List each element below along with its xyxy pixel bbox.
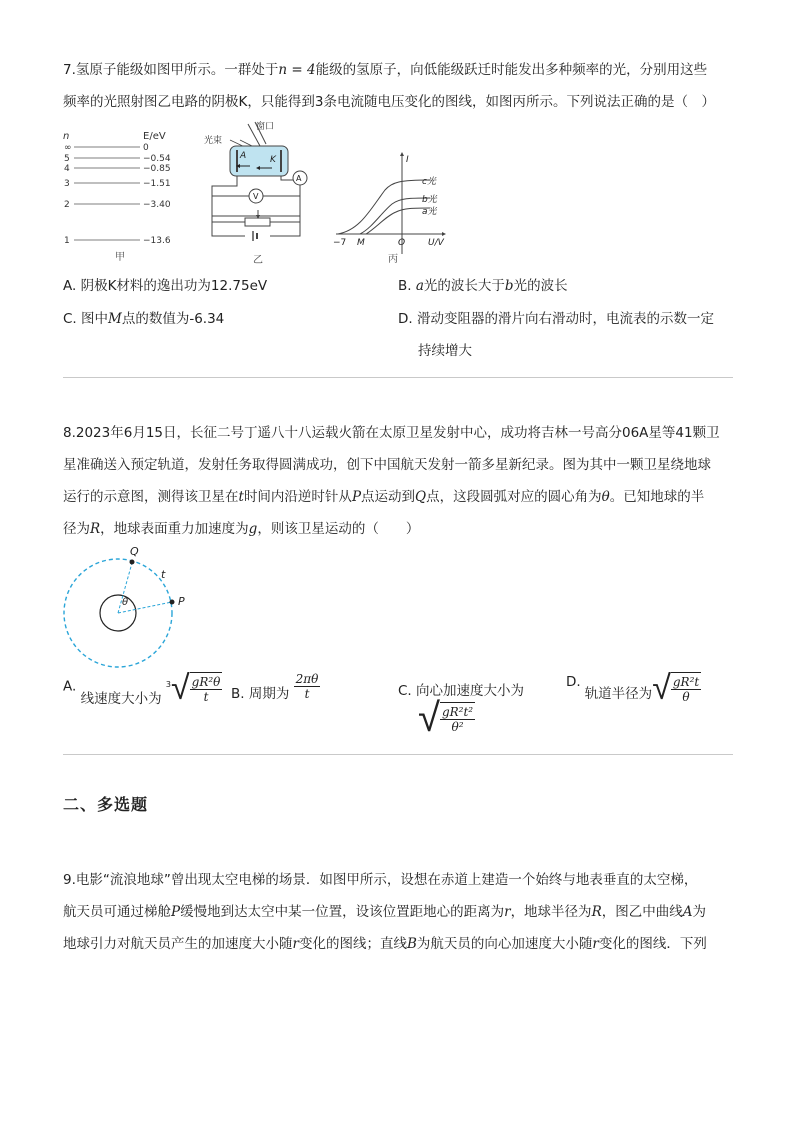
curve-b xyxy=(360,198,430,234)
point-p: P xyxy=(178,595,185,608)
level-n-label: ∞ xyxy=(64,143,72,153)
var-p: P xyxy=(351,489,362,505)
arc-t: t xyxy=(161,568,166,581)
m-point: M xyxy=(108,311,122,327)
q8-stem-line-1: 8.2023年6月15日，长征二号丁遥八十八运载火箭在太原卫星发射中心，成功将吉林一号高分06A星等41颗卫 xyxy=(63,425,720,441)
q7-option-b[interactable] xyxy=(398,274,568,294)
option-text: 光的波长大于 xyxy=(423,278,505,294)
radical-sign: √ xyxy=(170,668,190,708)
section-title: 二、多选题 xyxy=(63,795,149,814)
figure-label-yi: 乙 xyxy=(253,255,263,266)
q8-stem-line-3 xyxy=(63,485,704,505)
divider xyxy=(63,377,733,378)
radical-sign: √ xyxy=(418,695,440,741)
n-axis-label: n xyxy=(63,131,70,142)
q7-option-c[interactable] xyxy=(63,307,224,327)
figure-label-jia: 甲 xyxy=(115,252,125,263)
q8-option-c[interactable]: C. 向心加速度大小为 xyxy=(398,683,525,699)
text: 运行的示意图，测得该卫星在 xyxy=(63,489,239,505)
numerator: 2πθ xyxy=(295,672,319,686)
var-r: r xyxy=(504,904,511,920)
q9-stem-line-1: 9.电影“流浪地球”曾出现太空电梯的场景．如图甲所示，设想在赤道上建造一个始终与地表垂直的太空梯， xyxy=(63,872,698,888)
option-text: 线速度大小为 xyxy=(80,690,162,707)
level-n-label: 3 xyxy=(64,179,70,189)
level-energy-label: −0.54 xyxy=(143,154,171,164)
option-label: A. xyxy=(63,678,77,695)
fraction xyxy=(190,672,223,704)
light-b: b xyxy=(504,278,514,294)
text: 点，这段圆弧对应的圆心角为 xyxy=(426,489,602,505)
q7-stem-line-1 xyxy=(63,58,707,78)
q9-stem-line-2 xyxy=(63,900,706,920)
figure-label-bing: 丙 xyxy=(388,254,398,265)
curve-c-label: c光 xyxy=(422,177,436,187)
q8-stem-line-2: 星准确送入预定轨道，发射任务取得圆满成功，创下中国航天发射一箭多星新纪录。图为其中一颗卫星绕地球 xyxy=(63,457,711,473)
option-text: C. 图中 xyxy=(63,311,109,327)
var-theta: θ xyxy=(601,489,610,505)
denominator: t xyxy=(304,687,310,701)
var-g: g xyxy=(248,521,258,537)
var-p: P xyxy=(171,904,181,920)
numerator: gR²θ xyxy=(191,675,221,689)
option-text: 光的波长 xyxy=(513,278,568,294)
var-B: B xyxy=(406,936,417,952)
option-label: D. xyxy=(566,674,581,690)
q7-energy-level-figure xyxy=(60,125,210,265)
x-axis-label: U/V xyxy=(428,238,444,248)
q7-iu-curve-figure xyxy=(330,150,450,265)
text: ，图乙中曲线 xyxy=(601,904,683,920)
level-n-label: 4 xyxy=(64,164,70,174)
neg7-label: −7 xyxy=(333,238,347,248)
fraction xyxy=(294,672,321,701)
ammeter-label: A xyxy=(296,174,302,183)
numerator: gR²t xyxy=(672,675,700,689)
fraction xyxy=(671,672,701,704)
denominator: θ xyxy=(682,690,690,704)
option-text: B. 周期为 xyxy=(231,685,290,702)
anode-label: A xyxy=(240,151,247,161)
q8-option-b[interactable] xyxy=(231,672,320,701)
cathode-label: K xyxy=(270,155,276,165)
level-n-label: 1 xyxy=(64,236,70,246)
level-energy-label: 0 xyxy=(143,143,149,153)
var-r: R xyxy=(90,521,101,537)
q7-option-a[interactable]: A. 阴极K材料的逸出功为12.75eV xyxy=(63,278,268,294)
angle-theta: θ xyxy=(122,597,129,608)
cube-root xyxy=(165,668,223,708)
fraction xyxy=(440,702,475,734)
root-index: 3 xyxy=(165,679,171,689)
level-n-label: 5 xyxy=(64,154,70,164)
q7-stem-text: 7.氢原子能级如图甲所示。一群处于 xyxy=(63,62,279,78)
text: 径为 xyxy=(63,521,90,537)
m-point-label: M xyxy=(357,238,365,248)
text: ，地球表面重力加速度为 xyxy=(100,521,249,537)
origin-label: O xyxy=(398,238,406,248)
level-energy-label: −1.51 xyxy=(143,179,171,189)
var-r: r xyxy=(592,936,599,952)
energy-axis-label: E/eV xyxy=(143,131,166,142)
q7-stem-line-2: 频率的光照射图乙电路的阴极K，只能得到3条电流随电压变化的图线，如图丙所示。下列说法正确的是（ ） xyxy=(63,94,715,110)
curve-c xyxy=(338,180,430,234)
var-R: R xyxy=(591,904,602,920)
level-energy-label: −13.6 xyxy=(143,236,171,246)
light-a: a xyxy=(415,278,424,294)
level-energy-label: −0.85 xyxy=(143,164,171,174)
divider xyxy=(63,754,733,755)
denominator: θ² xyxy=(451,720,464,734)
var-t: t xyxy=(238,489,244,505)
text: 变化的图线；直线 xyxy=(298,936,407,952)
q8-stem-line-4 xyxy=(63,517,419,537)
q9-stem-line-3 xyxy=(63,932,707,952)
q8-option-d[interactable] xyxy=(566,668,701,708)
var-A: A xyxy=(682,904,693,920)
text: 变化的图线．下列 xyxy=(598,936,707,952)
q7-option-d-cont: 持续增大 xyxy=(418,343,472,359)
q8-option-c-formula xyxy=(418,695,475,741)
text: ，则该卫星运动的（ ） xyxy=(257,521,420,537)
level-n-label: 2 xyxy=(64,200,70,210)
q8-orbit-figure xyxy=(60,545,200,675)
q7-circuit-figure xyxy=(200,118,320,266)
radical-sign: √ xyxy=(652,668,671,708)
text: 航天员可通过梯舱 xyxy=(63,904,171,920)
voltmeter-label: V xyxy=(253,192,259,201)
y-axis-label: I xyxy=(406,155,409,165)
curve-a-label: a光 xyxy=(422,207,437,217)
text: 地球引力对航天员产生的加速度大小随 xyxy=(63,936,293,952)
q7-level-math: n = 4 xyxy=(278,62,316,78)
text: 缓慢地到达太空中某一位置，设该位置距地心的距离为 xyxy=(180,904,505,920)
option-label: B. xyxy=(398,278,416,294)
text: 为航天员的向心加速度大小随 xyxy=(416,936,593,952)
text: 。已知地球的半 xyxy=(609,489,705,505)
var-r: r xyxy=(292,936,299,952)
level-energy-label: −3.40 xyxy=(143,200,171,210)
point-q: Q xyxy=(130,545,139,558)
text: 点运动到 xyxy=(361,489,416,505)
beam-label: 光束 xyxy=(204,136,223,146)
q7-stem-text: 能级的氢原子，向低能级跃迁时能发出多种频率的光，分别用这些 xyxy=(315,62,708,78)
text: 时间内沿逆时针从 xyxy=(243,489,352,505)
text: ，地球半径为 xyxy=(510,904,592,920)
denominator: t xyxy=(203,690,209,704)
q7-option-d[interactable]: D. 滑动变阻器的滑片向右滑动时，电流表的示数一定 xyxy=(398,311,714,327)
option-text: 点的数值为-6.34 xyxy=(121,311,225,327)
text: 为 xyxy=(692,904,706,920)
numerator: gR²t² xyxy=(441,705,474,719)
q8-option-a[interactable] xyxy=(63,668,222,708)
window-label: 窗口 xyxy=(256,122,275,132)
var-q: Q xyxy=(415,489,427,505)
option-text: 轨道半径为 xyxy=(584,686,653,702)
curve-b-label: b光 xyxy=(422,195,437,205)
